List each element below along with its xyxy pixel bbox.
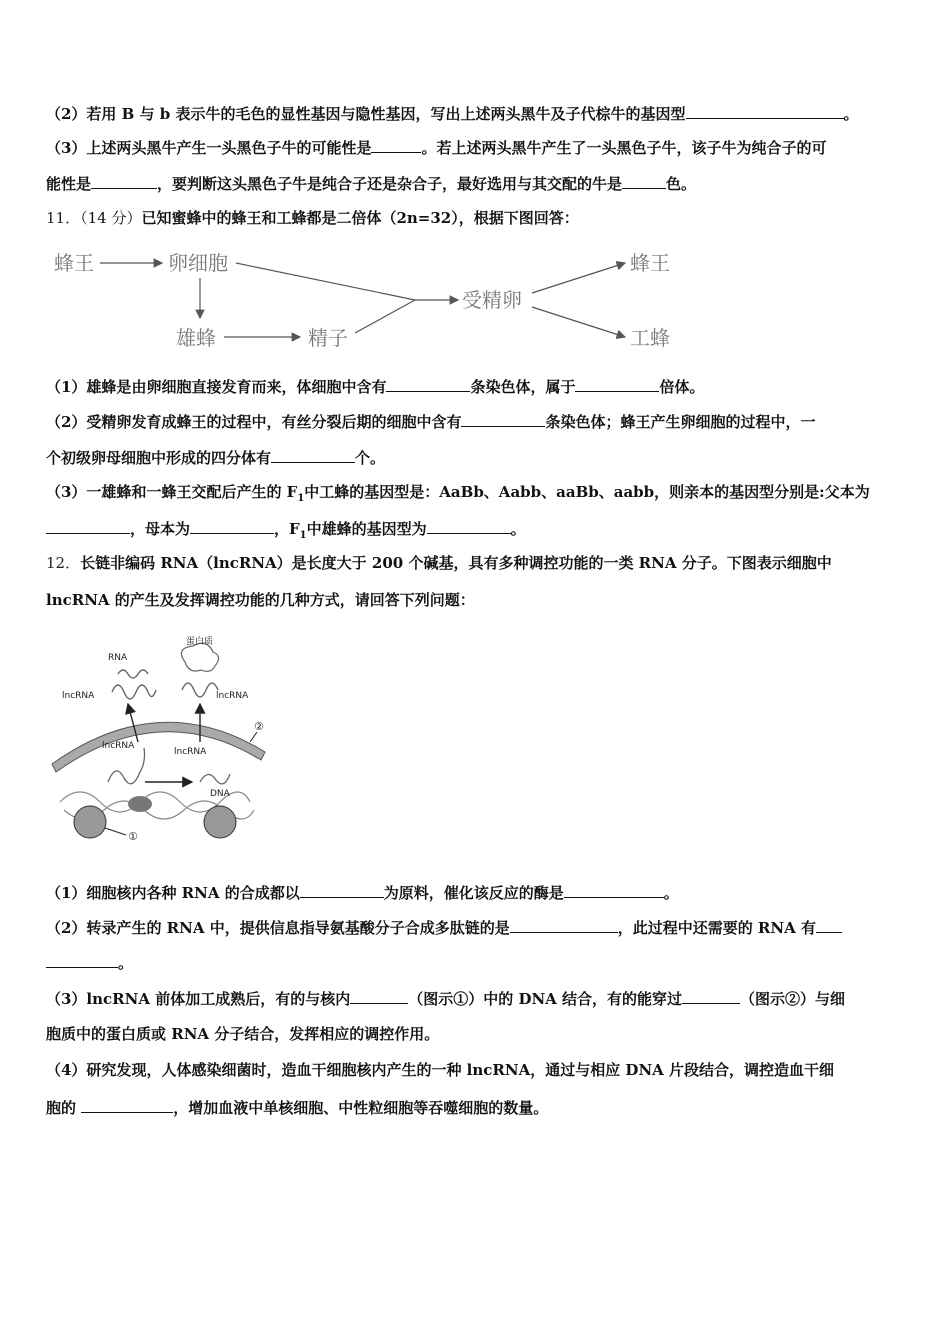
answer-blank[interactable] — [461, 411, 545, 427]
q12-part4-line2: 胞的 ，增加血液中单核细胞、中性粒细胞等吞噬细胞的数量。 — [46, 1099, 549, 1117]
answer-blank[interactable] — [46, 518, 130, 534]
label-mark-1: ① — [128, 830, 138, 843]
answer-blank[interactable] — [350, 988, 408, 1004]
polymerase — [128, 796, 152, 812]
q10-part2: （2）若用 B 与 b 表示牛的毛色的显性基因与隐性基因，写出上述两头黑牛及子代棕牛的基因型 。 — [46, 105, 859, 123]
label-lncrna-2: lncRNA — [216, 691, 249, 701]
answer-blank[interactable] — [271, 447, 355, 463]
diagram-zygote: 受精卵 — [462, 288, 522, 312]
answer-blank[interactable] — [386, 376, 470, 392]
pointer-1 — [105, 828, 126, 835]
q12-part3-line1: （3）lncRNA 前体加工成熟后，有的与核内 （图示①）中的 DNA 结合，有的能穿过 （图示②）与细 — [46, 990, 846, 1008]
answer-blank[interactable] — [622, 173, 666, 189]
pointer-2 — [250, 732, 257, 742]
diagram-egg: 卵细胞 — [168, 251, 228, 275]
diagram-worker: 工蜂 — [630, 326, 670, 350]
q10-part3-line1: （3）上述两头黑牛产生一头黑色子牛的可能性是 。若上述两头黑牛产生了一头黑色子牛，该子牛为纯合子的可 — [46, 139, 827, 157]
answer-blank[interactable] — [91, 173, 157, 189]
q12-part2-line2: 。 — [46, 952, 910, 973]
q10-part3-line2: 能性是 ，要判断这头黑色子牛是纯合子还是杂合子，最好选用与其交配的牛是 色。 — [46, 175, 697, 193]
answer-blank[interactable] — [816, 917, 842, 933]
label-protein: 蛋白质 — [186, 637, 214, 647]
q11-part2-line2: 个初级卵母细胞中形成的四分体有 个。 — [46, 449, 386, 467]
rna-squiggle — [118, 670, 148, 678]
q12-stem-line2: lncRNA 的产生及发挥调控功能的几种方式，请回答下列问题： — [46, 591, 475, 609]
q12-stem-line1: 12．长链非编码 RNA（lncRNA）是长度大于 200 个碱基，具有多种调控功能的一类 RNA 分子。下图表示细胞中 — [46, 554, 832, 572]
answer-blank[interactable] — [81, 1097, 173, 1113]
label-mark-2: ② — [254, 720, 264, 733]
q12-part1: （1）细胞核内各种 RNA 的合成都以 为原料，催化该反应的酶是 。 — [46, 884, 679, 902]
arrow-zygote-queen — [532, 263, 625, 293]
arrow-egg-zygote — [236, 263, 415, 300]
nuclear-lncrna-right — [200, 774, 230, 784]
label-dna: DNA — [210, 789, 230, 799]
answer-blank[interactable] — [46, 952, 118, 968]
lncrna-squiggle-left — [112, 685, 156, 699]
label-rna: RNA — [108, 653, 128, 663]
answer-blank[interactable] — [564, 882, 664, 898]
lncrna-figure — [50, 632, 280, 847]
nucleosome-left — [74, 806, 106, 838]
q12-part2-line1: （2）转录产生的 RNA 中，提供信息指导氨基酸分子合成多肽链的是 ，此过程中还需要的 RNA 有 — [46, 917, 910, 938]
answer-blank[interactable] — [575, 376, 659, 392]
lncrna-squiggle-right — [182, 683, 218, 697]
answer-blank[interactable] — [510, 917, 618, 933]
q11-part1: （1）雄蜂是由卵细胞直接发育而来，体细胞中含有 条染色体，属于 倍体。 — [46, 378, 705, 396]
answer-blank[interactable] — [190, 518, 274, 534]
diagram-sperm: 精子 — [308, 326, 348, 350]
nuclear-lncrna-left — [108, 748, 145, 784]
answer-blank[interactable] — [686, 103, 844, 119]
arrow-zygote-worker — [532, 307, 625, 337]
label-lncrna-1: lncRNA — [62, 691, 95, 701]
q12-part4-line1: （4）研究发现，人体感染细菌时，造血干细胞核内产生的一种 lncRNA，通过与相应 DNA 片段结合，调控造血干细 — [46, 1061, 835, 1079]
q11-part3-line1: （3）一雄蜂和一蜂王交配后产生的 $F_1$中工蜂的基因型是：AaBb、Aabb、aaBb、aabb，则亲本的基因型分别是:父本为 — [46, 483, 870, 504]
nuclear-envelope — [52, 722, 265, 772]
answer-blank[interactable] — [300, 882, 384, 898]
diagram-queen: 蜂王 — [54, 251, 94, 275]
bee-reproduction-diagram — [50, 245, 690, 355]
answer-blank[interactable] — [682, 988, 740, 1004]
q11-part2-line1: （2）受精卵发育成蜂王的过程中，有丝分裂后期的细胞中含有 条染色体；蜂王产生卵细胞的过程中，一 — [46, 413, 816, 431]
q11-part3-line2: ，母本为 ，$F_1$中雄蜂的基因型为 。 — [46, 518, 910, 546]
q11-stem: 11．（14 分）已知蜜蜂中的蜂王和工蜂都是二倍体（2n=32），根据下图回答： — [46, 209, 579, 227]
answer-blank[interactable] — [427, 518, 511, 534]
diagram-drone: 雄蜂 — [176, 326, 216, 350]
arrow-sperm-zygote — [355, 300, 415, 333]
protein-shape — [181, 643, 218, 671]
label-lncrna-3: lncRNA — [102, 741, 135, 751]
label-lncrna-4: lncRNA — [174, 747, 207, 757]
diagram-queen-2: 蜂王 — [630, 251, 670, 275]
answer-blank[interactable] — [371, 137, 421, 153]
q12-part3-line2: 胞质中的蛋白质或 RNA 分子结合，发挥相应的调控作用。 — [46, 1025, 440, 1043]
nucleosome-right — [204, 806, 236, 838]
